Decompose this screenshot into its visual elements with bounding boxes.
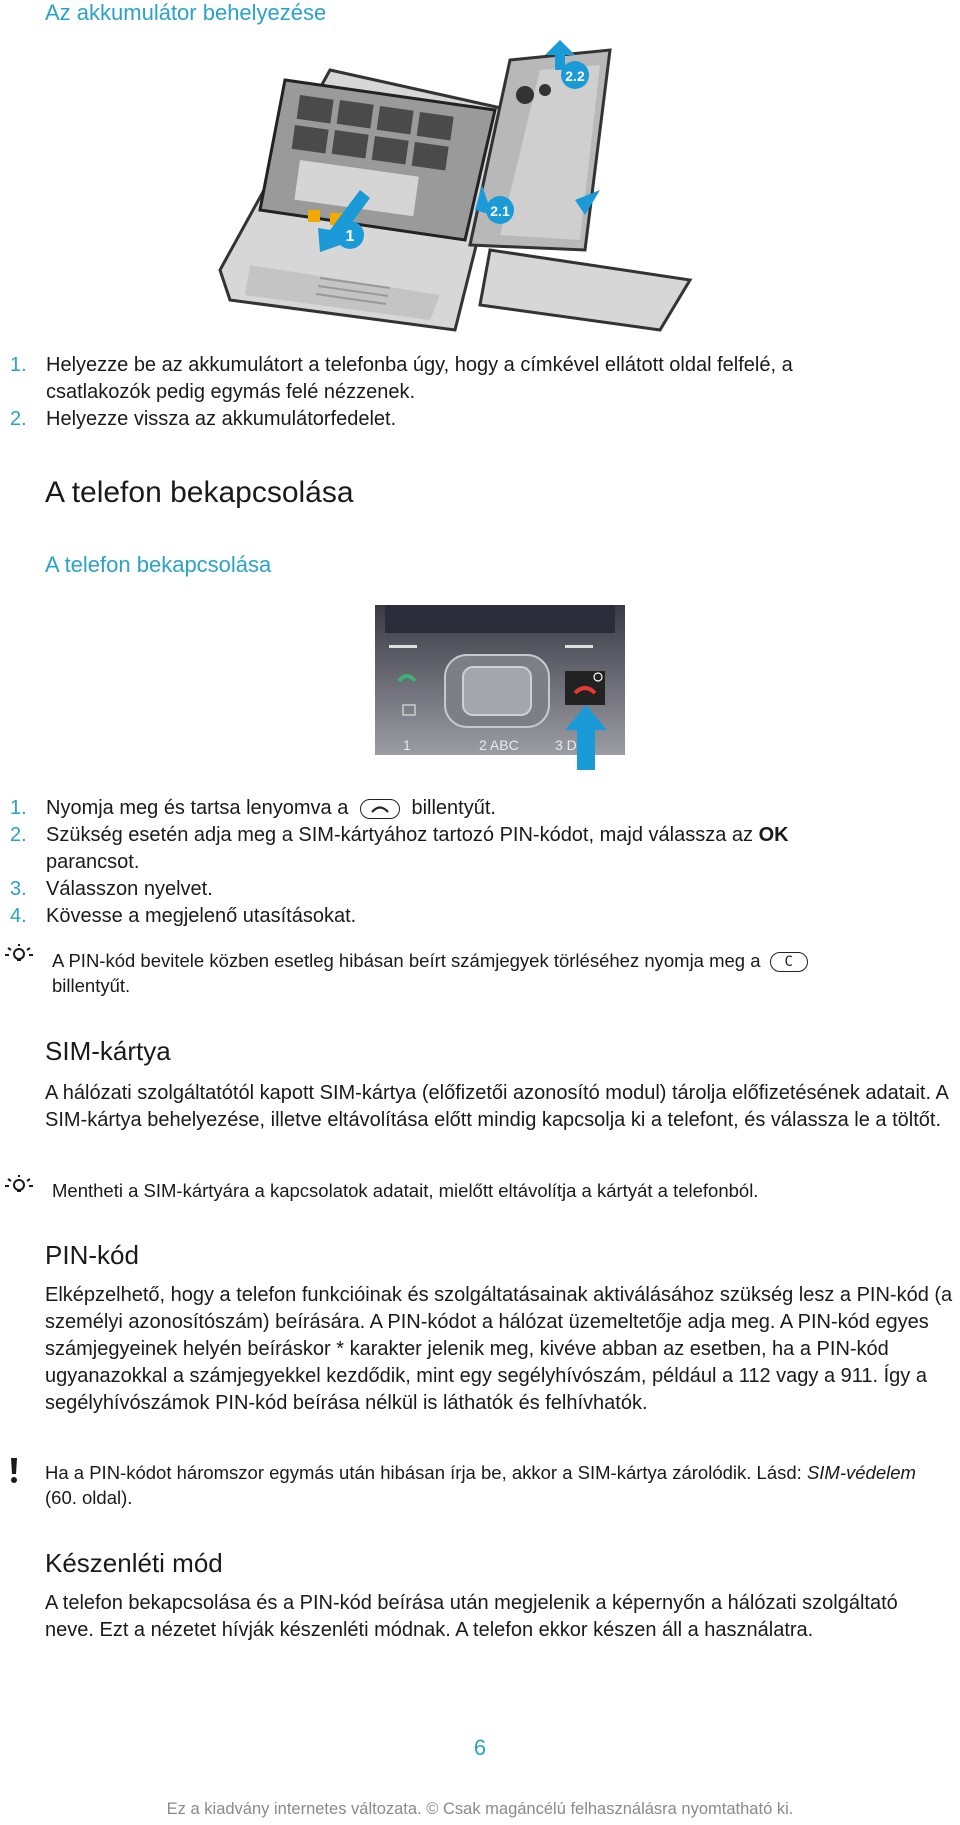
ok-command: OK: [758, 824, 789, 846]
step-number: 1.: [10, 797, 27, 819]
keypad-label-1: 1: [403, 737, 411, 753]
step-text-after: billentyűt.: [411, 797, 496, 819]
figure-label-1: 1: [345, 228, 355, 245]
standby-section-heading: Készenléti mód: [45, 1548, 223, 1578]
footer-notice: Ez a kiadvány internetes változata. © Csak magáncélú felhasználásra nyomtatható ki.: [166, 1800, 794, 1818]
step-text: [46, 795, 926, 822]
warning-text: Ha a PIN-kódot háromszor egymás után hibásan írja be, akkor a SIM-kártya zárolódik. Lásd:: [45, 1462, 802, 1483]
sim-body: A hálózati szolgáltatótól kapott SIM-kártya (előfizetői azonosító modul) tárolja előfizetésének adatait. A SIM-kártya behelyezése, illetve eltávolítása előtt mindig kapcsolja ki a telefont, és válassza le a töltőt.: [45, 1082, 948, 1131]
power-subheading: A telefon bekapcsolása: [45, 552, 272, 577]
step-text: [46, 822, 886, 876]
step-number: 1.: [10, 354, 27, 376]
battery-section-heading: Az akkumulátor behelyezése: [45, 0, 327, 25]
keypad-label-2: 2 ABC: [479, 737, 519, 753]
tip-sim-contacts: Mentheti a SIM-kártyára a kapcsolatok adatait, mielőtt eltávolítja a kártyát a telefonból.: [52, 1180, 759, 1201]
tip-lightbulb-icon: [2, 1174, 36, 1200]
pin-body: Elképzelhető, hogy a telefon funkcióinak és szolgáltatásainak aktiválásához szükség lesz a PIN-kód (a személyi azonosítószám) beírására. A PIN-kódot a hálózat üzemeltetője adja meg. A PIN-kód egyes számjegyeinek helyén beíráskor * karakter jelenik meg, kivéve abban az esetben, ha a PIN-kód ugyanazokkal a számjegyekkel kezdődik, mint egy segélyhívószám, például a 112 vagy a 911. Így a segélyhívószámok PIN-kód beírása nélkül is láthatók és felhívhatók.: [45, 1284, 953, 1414]
pin-section-heading: PIN-kód: [45, 1240, 139, 1270]
step-text: Helyezze vissza az akkumulátorfedelet.: [46, 408, 397, 430]
tip-text-after: billentyűt.: [52, 975, 131, 996]
step-text-before: Nyomja meg és tartsa lenyomva a: [46, 797, 349, 819]
warning-exclamation-icon: [6, 1456, 22, 1484]
step-text-main: Szükség esetén adja meg a SIM-kártyához tartozó PIN-kódot, majd válassza az: [46, 824, 754, 846]
sim-protection-link[interactable]: SIM-védelem: [806, 1462, 916, 1483]
phone-cover-illustration: [470, 40, 690, 330]
tip-lightbulb-icon: [2, 943, 36, 969]
step-text: Helyezze be az akkumulátort a telefonba úgy, hogy a címkével ellátott oldal felfelé, a csatlakozók pedig egymás felé nézzenek.: [46, 354, 793, 403]
step-text: Válasszon nyelvet.: [46, 878, 213, 900]
tip-text-before: A PIN-kód bevitele közben esetleg hibásan beírt számjegyek törléséhez nyomja meg a: [52, 950, 761, 971]
step-number: 3.: [10, 878, 27, 900]
phone-open-illustration: [220, 70, 510, 330]
keypad-label-3: 3 D: [555, 737, 577, 753]
step-number: 2.: [10, 408, 27, 430]
power-section-heading: A telefon bekapcsolása: [45, 476, 354, 509]
clear-key-icon: C: [770, 952, 808, 972]
battery-insert-illustration: [190, 40, 710, 340]
end-key-icon: [360, 799, 400, 819]
figure-label-2-2: 2.2: [565, 68, 585, 84]
standby-body: A telefon bekapcsolása és a PIN-kód beírása után megjelenik a képernyőn a hálózati szolgáltató neve. Ezt a nézetet hívják készenléti módnak. A telefon ekkor készen áll a használatra.: [45, 1592, 898, 1641]
sim-section-heading: SIM-kártya: [45, 1036, 171, 1066]
tip-pin-delete: [52, 948, 932, 998]
warning-sim-lock: [45, 1460, 935, 1510]
step-text-after: parancsot.: [46, 851, 140, 873]
warning-page-ref: (60. oldal).: [45, 1487, 133, 1508]
step-text: Kövesse a megjelenő utasításokat.: [46, 905, 357, 927]
step-number: 4.: [10, 905, 27, 927]
figure-label-2-1: 2.1: [490, 203, 510, 219]
step-number: 2.: [10, 824, 27, 846]
page-number: 6: [473, 1735, 487, 1760]
phone-keypad-illustration: [375, 605, 625, 770]
